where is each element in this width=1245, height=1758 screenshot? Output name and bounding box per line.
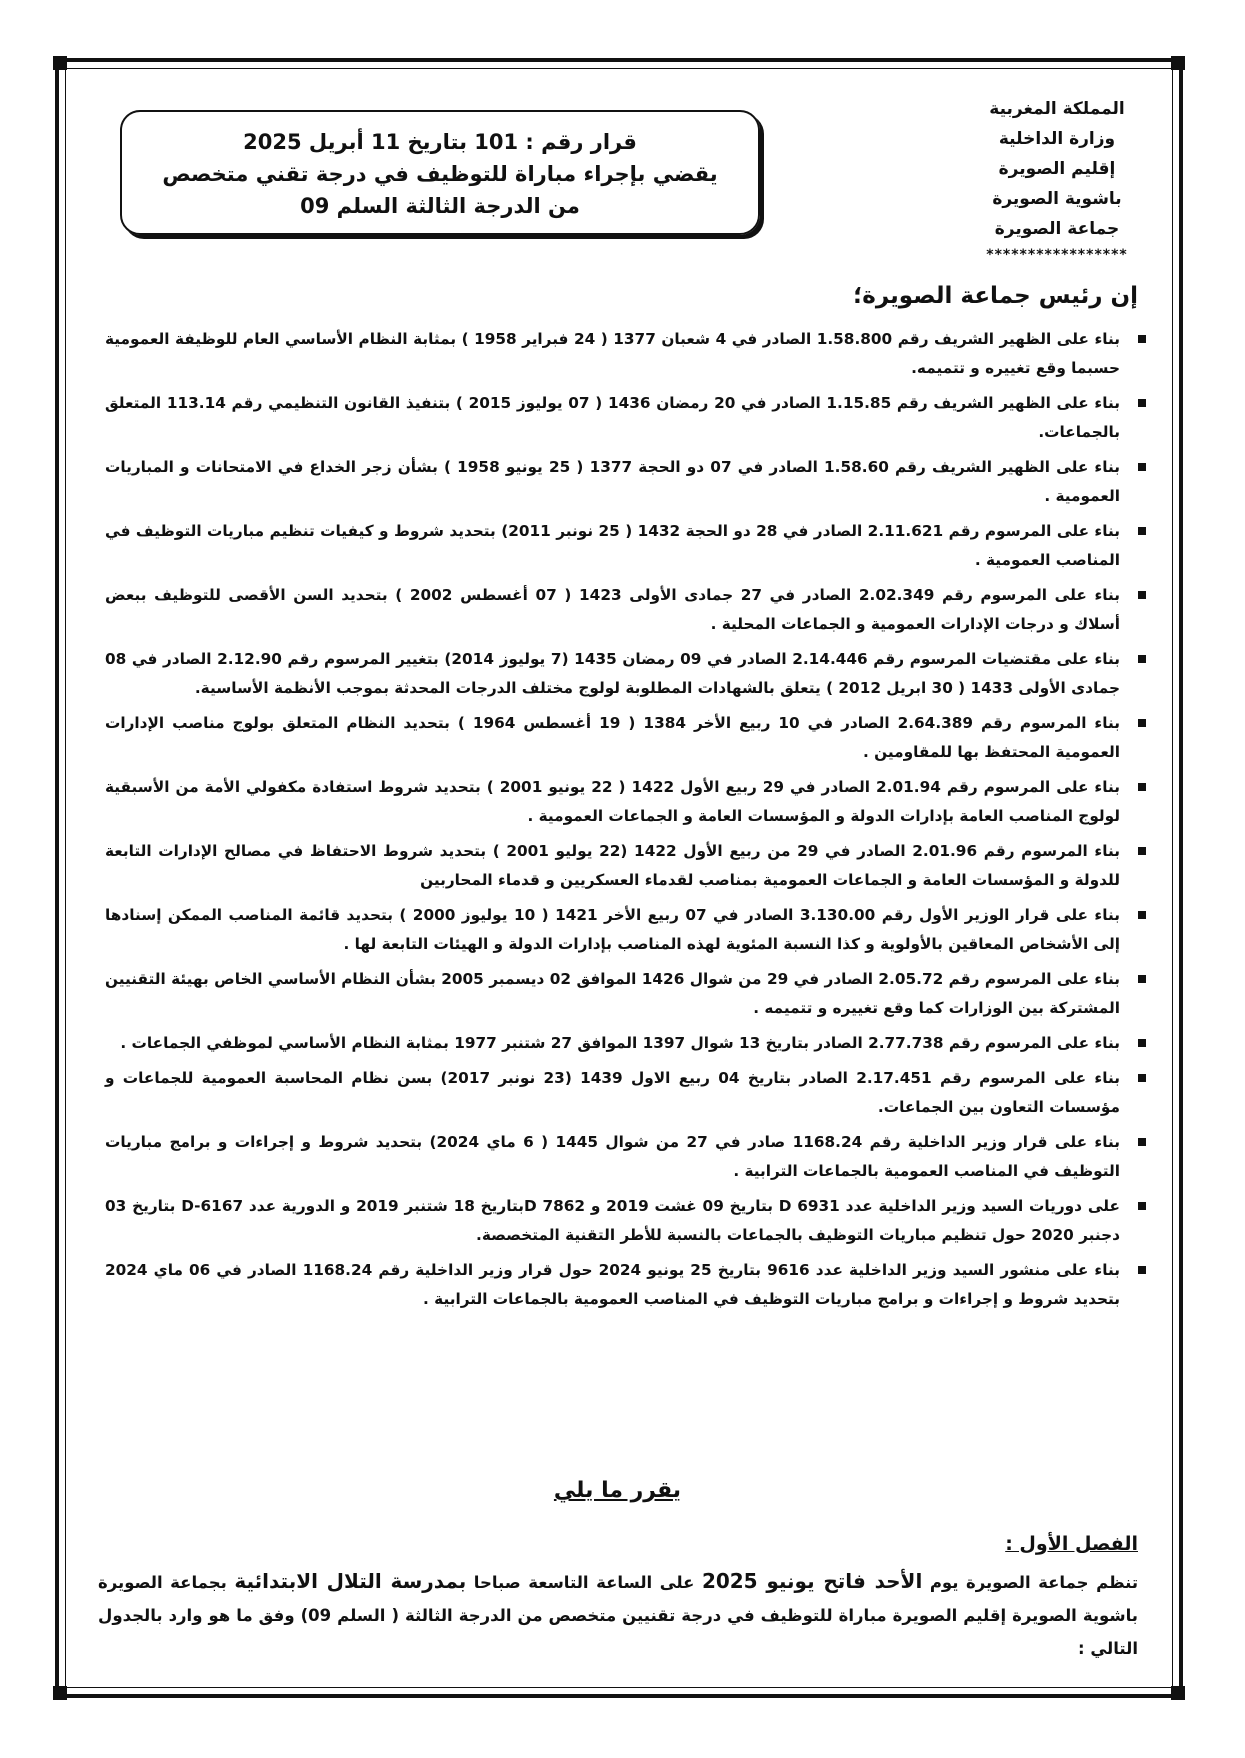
- star-separator: *****************: [986, 247, 1128, 263]
- item-text: بناء على المرسوم رقم 2.77.738 الصادر بتاريخ 13 شوال 1397 الموافق 27 شتنبر 1977 بمثابة النظام الأساسي لموظفي الجماعات .: [120, 1034, 1120, 1052]
- bullet-icon: [1138, 783, 1146, 791]
- decree-title-box: [120, 110, 760, 235]
- bullet-icon: [1138, 1039, 1146, 1047]
- list-item: [105, 517, 1150, 575]
- list-item: [105, 1064, 1150, 1122]
- item-text: بناء على المرسوم رقم 2.11.621 الصادر في 28 دو الحجة 1432 ( 25 نونبر 2011) بتحديد شروط و كيفيات تنظيم مباريات التوظيف في المناصب العمومية .: [105, 522, 1120, 569]
- decree-opening: إن رئيس جماعة الصويرة؛: [853, 283, 1138, 309]
- item-text: بناء على قرار وزير الداخلية رقم 1168.24 صادر في 27 من شوال 1445 ( 6 ماي 2024) بتحديد شروط و إجراءات و برامج مباريات التوظيف في المناصب العمومية بالجماعات الترابية .: [105, 1133, 1120, 1180]
- bullet-icon: [1138, 1074, 1146, 1082]
- list-item: [105, 1029, 1150, 1058]
- item-text: بناء على الظهير الشريف رقم 1.58.60 الصادر في 07 دو الحجة 1377 ( 25 يونيو 1958 ) بشأن زجر الخداع في الامتحانات و المباريات العمومية .: [105, 458, 1120, 505]
- article-one-title: الفصل الأول :: [1005, 1533, 1138, 1555]
- article-one-body: [98, 1565, 1138, 1665]
- item-text: بناء على منشور السيد وزير الداخلية عدد 9616 بتاريخ 25 يونيو 2024 حول قرار وزير الداخلية رقم 1168.24 الصادر في 06 ماي 2024 بتحديد شروط و إجراءات و برامج مباريات التوظيف في المناصب العمومية بالجماعات الترابية .: [105, 1261, 1120, 1308]
- item-text: بناء على الظهير الشريف رقم 1.58.800 الصادر في 4 شعبان 1377 ( 24 فبراير 1958 ) بمثابة النظام الأساسي العام للوظيفة العمومية حسبما وقع تغييره و تتميمه.: [105, 330, 1121, 377]
- item-text: بناء على المرسوم رقم 2.05.72 الصادر في 29 من شوال 1426 الموافق 02 ديسمبر 2005 بشأن النظام الأساسي الخاص بهيئة التقنيين المشتركة بين الوزارات كما وقع تغييره و تتميمه .: [105, 970, 1120, 1017]
- article-text: بجماعة الصويرة باشوية الصويرة إقليم الصويرة مباراة للتوظيف في درجة تقنيين متخصص من الدرجة الثالثة ( السلم 09) وفق ما هو وارد بالجدول التالي :: [98, 1573, 1138, 1658]
- list-item: [105, 325, 1150, 383]
- list-item: [105, 1128, 1150, 1186]
- bullet-icon: [1138, 719, 1146, 727]
- item-text: بناء على المرسوم رقم 2.01.94 الصادر في 29 ربيع الأول 1422 ( 22 يونيو 2001 ) بتحديد شروط استفادة مكفولي الأمة من الأسبقية لولوج المناصب العامة بإدارات الدولة و المؤسسات العامة و الجماعات العمومية .: [105, 778, 1120, 825]
- list-item: [105, 901, 1150, 959]
- item-text: بناء على المرسوم رقم 2.02.349 الصادر في 27 جمادى الأولى 1423 ( 07 أغسطس 2002 ) بتحديد السن الأقصى للتوظيف ببعض أسلاك و درجات الإدارات العمومية و الجماعات المحلية .: [105, 586, 1120, 633]
- bullet-icon: [1138, 975, 1146, 983]
- bullet-icon: [1138, 591, 1146, 599]
- decree-number: قرار رقم : 101 بتاريخ 11 أبريل 2025: [243, 130, 637, 154]
- list-item: [105, 773, 1150, 831]
- list-item: [105, 453, 1150, 511]
- list-item: [105, 389, 1150, 447]
- header-line: وزارة الداخلية: [998, 129, 1116, 149]
- item-text: بناء على المرسوم رقم 2.17.451 الصادر بتاريخ 04 ربيع الاول 1439 (23 نونبر 2017) بسن نظام المحاسبة العمومية للجماعات و مؤسسات التعاون بين الجماعات.: [105, 1069, 1120, 1116]
- document-page: [85, 80, 1150, 1680]
- list-item: [105, 1192, 1150, 1250]
- decree-grade: من الدرجة الثالثة السلم 09: [300, 194, 580, 218]
- issuer-header: [972, 94, 1142, 264]
- bullet-icon: [1138, 911, 1146, 919]
- bullet-icon: [1138, 847, 1146, 855]
- list-item: [105, 837, 1150, 895]
- bullet-icon: [1138, 335, 1146, 343]
- frame-corner: [53, 56, 67, 70]
- list-item: [105, 965, 1150, 1023]
- header-line: جماعة الصويرة: [994, 219, 1120, 239]
- bullet-icon: [1138, 1138, 1146, 1146]
- header-line: المملكة المغربية: [989, 99, 1125, 119]
- bullet-icon: [1138, 1266, 1146, 1274]
- frame-corner: [1171, 1686, 1185, 1700]
- decree-subject: يقضي بإجراء مباراة للتوظيف في درجة تقني متخصص: [162, 162, 718, 186]
- item-text: بناء على قرار الوزير الأول رقم 3.130.00 الصادر في 07 ربيع الأخر 1421 ( 10 يوليوز 2000 ) بتحديد قائمة المناصب الممكن إسنادها إلى الأشخاص المعاقين بالأولوية و كذا النسبة المئوية لهذه المناصب بإدارات الدولة و الهيئات التابعة لها .: [105, 906, 1120, 953]
- item-text: بناء على مقتضيات المرسوم رقم 2.14.446 الصادر في 09 رمضان 1435 (7 يوليوز 2014) بتغيير المرسوم رقم 2.12.90 الصادر في 08 جمادى الأولى 1433 ( 30 ابريل 2012 ) يتعلق بالشهادات المطلوبة لولوج مختلف الدرجات المحدثة بموجب الأنظمة الأساسية.: [105, 650, 1121, 697]
- list-item: [105, 645, 1150, 703]
- decision-heading: يقرر ما يلي: [553, 1478, 682, 1503]
- bullet-icon: [1138, 527, 1146, 535]
- item-text: على دوريات السيد وزير الداخلية عدد D 6931 بتاريخ 09 غشت 2019 و 7862 Dبتاريخ 18 شتنبر 2019 و الدورية عدد D-6167 بتاريخ 03 دجنبر 2020 حول تنظيم مباريات التوظيف بالجماعات بالنسبة للأطر التقنية المتخصصة.: [105, 1197, 1120, 1244]
- list-item: [105, 1256, 1150, 1314]
- bullet-icon: [1138, 399, 1146, 407]
- item-text: بناء المرسوم رقم 2.64.389 الصادر في 10 ربيع الأخر 1384 ( 19 أغسطس 1964 ) بتحديد النظام المتعلق بولوج مناصب الإدارات العمومية المحتفظ بها للمقاومين .: [105, 714, 1120, 761]
- exam-venue: بمدرسة التلال الابتدائية: [234, 1569, 467, 1593]
- header-line: إقليم الصويرة: [998, 159, 1116, 179]
- list-item: [105, 709, 1150, 767]
- article-text: على الساعة التاسعة صباحا: [466, 1573, 702, 1592]
- header-line: باشوية الصويرة: [992, 189, 1122, 209]
- frame-corner: [1171, 56, 1185, 70]
- item-text: بناء المرسوم رقم 2.01.96 الصادر في 29 من ربيع الأول 1422 (22 يوليو 2001 ) بتحديد شروط الاحتفاظ في مصالح الإدارات التابعة للدولة و المؤسسات العامة و الجماعات العمومية بمناصب لقدماء العسكريين و قدماء المحاربين: [105, 842, 1120, 889]
- exam-date: الأحد فاتح يونيو 2025: [701, 1569, 923, 1593]
- considerations-list: [105, 325, 1150, 1320]
- bullet-icon: [1138, 463, 1146, 471]
- item-text: بناء على الظهير الشريف رقم 1.15.85 الصادر في 20 رمضان 1436 ( 07 يوليوز 2015 ) بتنفيذ القانون التنظيمي رقم 113.14 المتعلق بالجماعات.: [105, 394, 1120, 441]
- bullet-icon: [1138, 655, 1146, 663]
- frame-corner: [53, 1686, 67, 1700]
- article-text: تنظم جماعة الصويرة يوم: [922, 1573, 1139, 1592]
- list-item: [105, 581, 1150, 639]
- bullet-icon: [1138, 1202, 1146, 1210]
